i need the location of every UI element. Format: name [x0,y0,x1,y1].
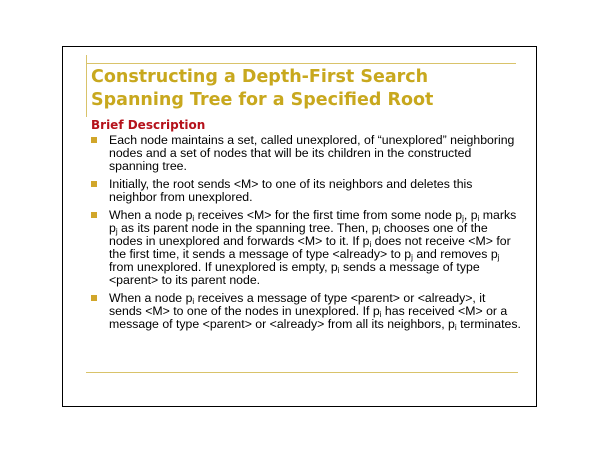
bullet-square-icon [91,137,97,143]
slide [62,46,537,407]
bullet-square-icon [91,212,97,218]
section-subheading: Brief Description [91,118,206,132]
bullet-square-icon [91,181,97,187]
bullet-list [91,134,521,336]
bullet-text: Initially, the root sends <M> to one of its neighbors and deletes this neighbor from unexplored. [109,177,473,204]
decorative-vertical-rule [86,55,87,117]
slide-title [91,66,433,112]
bullet-item [91,292,521,331]
bullet-item [91,209,521,287]
title-line-1: Constructing a Depth-First Search [91,67,429,87]
bullet-item [91,134,521,173]
bullet-text: When a node $p_i$ receives a message of type <parent> or <already>, it sends <M> to one of the nodes in unexplored. If $p_i$ has received <M> or a message of type <parent> or <already> from all its neighbors, $p_i$ terminates. [109,291,521,332]
bullet-square-icon [91,295,97,301]
bullet-item [91,178,521,204]
title-line-2: Spanning Tree for a Specified Root [91,90,434,110]
bullet-text: Each node maintains a set, called unexplored, of “unexplored” neighboring nodes and a set of nodes that will be its children in the constructed spanning tree. [109,133,515,173]
decorative-bottom-rule [86,372,518,373]
decorative-top-rule [86,63,516,64]
bullet-text: When a node $p_i$ receives <M> for the first time from some node $p_j$, $p_i$ marks $p_j$ as its parent node in the spanning tree. Then, $p_i$ chooses one of the nodes in unexplored and forwards <M> to it. If $p_i$ does not receive <M> for the first time, it sends a message of type <already> to $p_j$ and removes $p_j$ from unexplored. If unexplored is empty, $p_i$ sends a message of type <parent> to its parent node. [109,208,517,287]
